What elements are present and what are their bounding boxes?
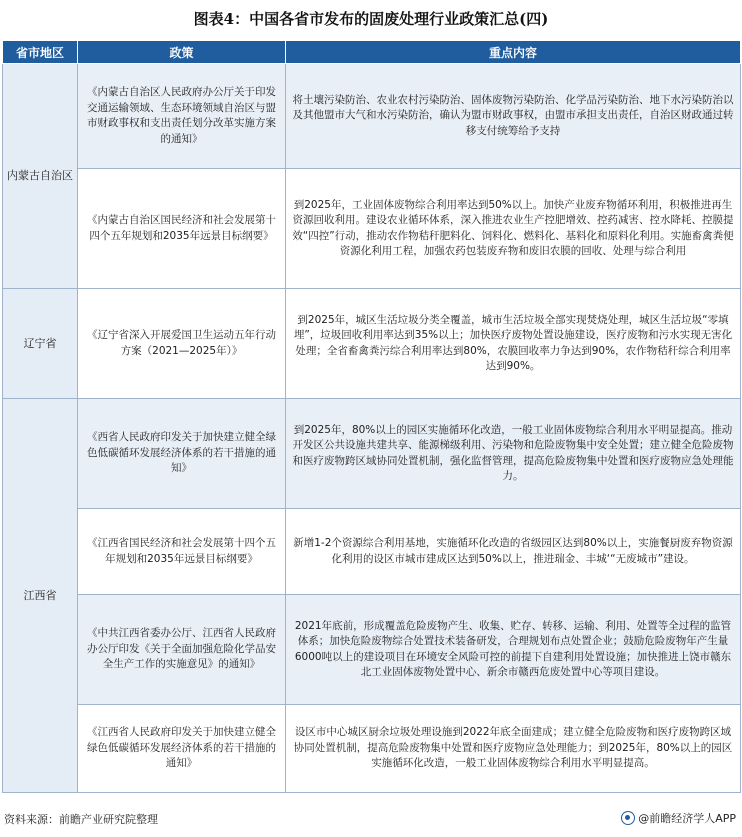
table-row (3, 289, 741, 399)
brand-logo (621, 810, 736, 826)
header-region: 省市地区 (3, 41, 78, 64)
content-cell: 将土壤污染防治、农业农村污染防治、固体废物污染防治、化学品污染防治、地下水污染防治以及其他盟市大气和水污染防治，确认为盟市财政事权，由盟市承担支出责任，自治区财政通过转移支付统筹给予支持 (286, 64, 741, 169)
chart-title: 图表4：中国各省市发布的固废处理行业政策汇总(四) (193, 10, 549, 28)
header-policy: 政策 (78, 41, 286, 64)
content-cell: 到2025年，工业固体废物综合利用率达到50%以上。加快产业废弃物循环利用，积极推进再生资源回收利用。建设农业循环体系，深入推进农业生产控肥增效、控药减害、控水降耗、控膜提效“四控”行动，推动农作物秸秆肥料化、饲料化、燃料化、基料化和原料化利用。实施畜禽粪便资源化利用工程，加强农药包装废弃物和废旧农膜的回收、处理与综合利用 (286, 169, 741, 289)
content-cell: 新增1-2个资源综合利用基地，实施循环化改造的省级园区达到80%以上，实施餐厨废弃物资源化利用的设区市城市建成区达到50%以上，推进瑞金、丰城‘“无废城市”建设。 (286, 509, 741, 595)
region-cell-jiangxi: 江西省 (3, 399, 78, 793)
table-header-row (3, 41, 741, 64)
brand-logo-text: @前瞻经济学人APP (638, 812, 736, 825)
source-note: 资料来源：前瞻产业研究院整理 (4, 813, 158, 826)
policy-cell: 《中共江西省委办公厅、江西省人民政府办公厅印发《关于全面加强危险化学品安全生产工作的实施意见》的通知》 (78, 595, 286, 705)
region-cell-liaoning: 辽宁省 (3, 289, 78, 399)
policy-table (2, 40, 741, 793)
content-cell: 到2025年，城区生活垃圾分类全覆盖，城市生活垃圾全部实现焚烧处理，城区生活垃圾“零填埋”，垃圾回收利用率达到35%以上；加快医疗废物处置设施建设，医疗废物和污水实现无害化处理；全省畜禽粪污综合利用率达到80%，农膜回收率力争达到90%，农作物秸秆综合利用率达到90%。 (286, 289, 741, 399)
policy-cell: 《辽宁省深入开展爱国卫生运动五年行动方案（2021—2025年）》 (78, 289, 286, 399)
table-row (3, 399, 741, 509)
content-cell: 设区市中心城区厨余垃圾处理设施到2022年底全面建成；建立健全危险废物和医疗废物跨区域协同处置机制，提高危险废物集中处置和医疗废物应急处理能力；到2025年，80%以上的园区实施循环化改造，一般工业固体废物综合利用水平明显提高。 (286, 705, 741, 793)
content-cell: 2021年底前，形成覆盖危险废物产生、收集、贮存、转移、运输、利用、处置等全过程的监管体系；加快危险废物综合处置技术装备研发，合理规划布点处置企业；鼓励危险废物年产生量6000吨以上的建设项目在环境安全风险可控的前提下自建利用处置设施；加快推进上饶市赣东北工业固体废物处置中心、新余市赣西危废处置中心等项目建设。 (286, 595, 741, 705)
brand-logo-icon (621, 811, 635, 825)
policy-cell: 《西省人民政府印发关于加快建立健全绿色低碳循环发展经济体系的若干措施的通知》 (78, 399, 286, 509)
table-row (3, 64, 741, 169)
table-row (3, 509, 741, 595)
table-row (3, 705, 741, 793)
content-cell: 到2025年，80%以上的园区实施循环化改造，一般工业固体废物综合利用水平明显提高。推动开发区公共设施共建共享、能源梯级利用、污染物和危险废物集中安全处置；建立健全危险废物和医疗废物跨区域协同处置机制，强化监督管理，提高危险废物集中处置和医疗废物应急处理能力。 (286, 399, 741, 509)
table-row (3, 169, 741, 289)
header-content: 重点内容 (286, 41, 741, 64)
region-cell-neimenggu: 内蒙古自治区 (3, 64, 78, 289)
table-row (3, 595, 741, 705)
policy-cell: 《江西省人民政府印发关于加快建立健全绿色低碳循环发展经济体系的若干措施的通知》 (78, 705, 286, 793)
policy-cell: 《内蒙古自治区人民政府办公厅关于印发交通运输领域、生态环境领域自治区与盟市财政事权和支出责任划分改革实施方案的通知》 (78, 64, 286, 169)
policy-cell: 《江西省国民经济和社会发展第十四个五年规划和2035年远景目标纲要》 (78, 509, 286, 595)
policy-cell: 《内蒙古自治区国民经济和社会发展第十四个五年规划和2035年远景目标纲要》 (78, 169, 286, 289)
